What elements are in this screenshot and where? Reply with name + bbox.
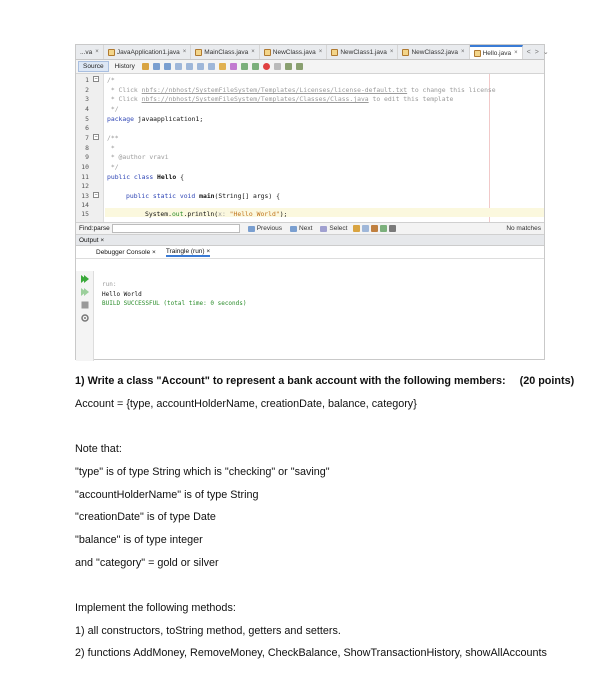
last-edit-icon[interactable] xyxy=(142,63,149,70)
code-line-5: package javaapplication1; xyxy=(107,115,204,123)
class-template-link[interactable]: nbfs://nbhost/SystemFileSystem/Templates/Classes/Class.java xyxy=(141,95,369,103)
code-line-7: /** xyxy=(107,134,119,142)
note-item: and "category" = gold or silver xyxy=(75,557,219,569)
right-margin-line xyxy=(489,74,490,222)
whole-words-icon[interactable] xyxy=(362,225,369,232)
account-definition: Account = {type, accountHolderName, creationDate, balance, category} xyxy=(75,398,417,410)
wrap-around-icon[interactable] xyxy=(389,225,396,232)
fold-collapse-icon[interactable]: − xyxy=(94,134,98,140)
output-side-toolbar xyxy=(76,271,94,361)
fold-collapse-icon[interactable]: − xyxy=(94,192,98,198)
highlight-icon[interactable] xyxy=(219,63,226,70)
find-status: No matches xyxy=(506,225,541,232)
note-item: "type" is of type String which is "checking" or "saving" xyxy=(75,466,330,478)
java-file-icon xyxy=(331,49,338,56)
tab-javaapplication1[interactable]: JavaApplication1.java × xyxy=(104,45,191,59)
stop-icon[interactable] xyxy=(81,301,89,309)
chevron-down-icon[interactable]: ⌄ xyxy=(542,49,549,56)
code-line-15: System.out.println(x: "Hello World"); xyxy=(145,210,288,218)
highlight-results-icon[interactable] xyxy=(380,225,387,232)
close-icon[interactable]: × xyxy=(318,49,323,55)
fold-collapse-icon[interactable]: − xyxy=(94,76,98,82)
points-label: (20 points) xyxy=(519,375,575,387)
tab-newclass2[interactable]: NewClass2.java × xyxy=(398,45,469,59)
find-previous-icon xyxy=(248,226,255,232)
line-number: 7 xyxy=(85,134,89,142)
code-line-2: * Click nbfs://nbhost/SystemFileSystem/Templates/Licenses/license-default.txt to change this license xyxy=(107,86,496,94)
code-line-4: */ xyxy=(107,105,119,113)
shift-right-icon[interactable] xyxy=(252,63,259,70)
note-item: "balance" is of type integer xyxy=(75,534,203,546)
console-line-build: BUILD SUCCESSFUL (total time: 0 seconds) xyxy=(102,300,247,307)
code-editor[interactable] xyxy=(76,74,544,222)
line-number: 15 xyxy=(81,210,89,218)
close-icon[interactable]: × xyxy=(461,49,465,55)
tab-traingle-run[interactable]: Traingle (run) × xyxy=(165,247,211,255)
output-window-header[interactable]: Output × xyxy=(76,235,544,246)
source-button[interactable]: Source xyxy=(78,61,109,72)
find-select-button[interactable]: Select xyxy=(320,225,347,232)
find-previous-icon[interactable] xyxy=(186,63,193,70)
back-icon[interactable] xyxy=(153,63,160,70)
uncomment-icon[interactable] xyxy=(296,63,303,70)
rerun-with-options-icon[interactable] xyxy=(81,288,89,296)
find-next-icon xyxy=(290,226,297,232)
code-line-3: * Click nbfs://nbhost/SystemFileSystem/Templates/Classes/Class.java to edit this template xyxy=(107,95,454,103)
java-file-icon xyxy=(402,49,409,56)
tab-hello[interactable]: Hello.java × xyxy=(470,45,523,59)
line-number: 9 xyxy=(85,153,89,161)
toggle-bookmark-icon[interactable] xyxy=(230,63,237,70)
stop-macro-icon[interactable] xyxy=(274,63,281,70)
find-next-button[interactable]: Next xyxy=(290,225,312,232)
regex-icon[interactable] xyxy=(371,225,378,232)
note-item: "accountHolderName" is of type String xyxy=(75,489,259,501)
question-heading: 1) Write a class "Account" to represent a bank account with the following members: (20 points) xyxy=(75,375,575,387)
rerun-icon[interactable] xyxy=(81,275,89,283)
close-icon[interactable]: × xyxy=(95,49,99,55)
code-line-9: * @author vravi xyxy=(107,153,169,161)
find-selection-icon[interactable] xyxy=(208,63,215,70)
line-number: 6 xyxy=(85,124,89,132)
code-line-1: /* xyxy=(107,76,115,84)
chevron-left-icon[interactable]: < xyxy=(526,48,531,56)
method-item: 1) all constructors, toString method, getters and setters. xyxy=(75,625,341,637)
find-label: Find: xyxy=(79,225,94,232)
find-next-icon[interactable] xyxy=(197,63,204,70)
java-file-icon xyxy=(474,50,481,57)
note-item: "creationDate" is of type Date xyxy=(75,511,216,523)
code-line-10: */ xyxy=(107,163,119,171)
select-icon xyxy=(320,226,327,232)
line-number: 11 xyxy=(81,173,89,181)
tab-truncated[interactable]: ...va × xyxy=(76,45,104,59)
record-macro-icon[interactable] xyxy=(263,63,270,70)
line-number: 13 xyxy=(81,192,89,200)
line-number: 3 xyxy=(85,95,89,103)
tab-mainclass[interactable]: MainClass.java × xyxy=(191,45,260,59)
comment-icon[interactable] xyxy=(285,63,292,70)
find-bar xyxy=(76,222,544,235)
forward-icon[interactable] xyxy=(164,63,171,70)
method-item: 2) functions AddMoney, RemoveMoney, CheckBalance, ShowTransactionHistory, showAllAccounts xyxy=(75,647,547,659)
line-number: 10 xyxy=(81,163,89,171)
close-icon[interactable]: × xyxy=(389,49,394,55)
close-icon[interactable]: × xyxy=(514,50,518,56)
tab-navigation xyxy=(523,45,553,59)
settings-icon[interactable] xyxy=(81,314,89,322)
tab-newclass[interactable]: NewClass.java × xyxy=(260,45,328,59)
console-line-hello: Hello World xyxy=(102,290,142,298)
java-file-icon xyxy=(264,49,271,56)
ide-screenshot xyxy=(75,44,549,360)
find-input-value[interactable]: parse xyxy=(93,225,110,232)
console-line-run: run: xyxy=(102,281,117,288)
find-input[interactable] xyxy=(112,224,240,233)
close-icon[interactable]: × xyxy=(182,49,187,55)
editor-toolbar xyxy=(76,60,544,74)
line-number: 5 xyxy=(85,115,89,123)
license-template-link[interactable]: nbfs://nbhost/SystemFileSystem/Templates/Licenses/license-default.txt xyxy=(141,86,408,94)
find-previous-button[interactable]: Previous xyxy=(248,225,282,232)
line-number: 14 xyxy=(81,201,89,209)
line-number: 4 xyxy=(85,105,89,113)
line-number: 2 xyxy=(85,86,89,94)
note-title: Note that: xyxy=(75,443,122,455)
match-case-icon[interactable] xyxy=(353,225,360,232)
tab-newclass1[interactable]: NewClass1.java × xyxy=(327,45,398,59)
code-line-13: public static void main(String[] args) { xyxy=(126,192,280,200)
line-number: 1 xyxy=(85,76,89,84)
java-file-icon xyxy=(195,49,202,56)
history-button[interactable]: History xyxy=(114,63,135,70)
output-tabs xyxy=(76,246,544,259)
tab-debugger-console[interactable]: Debugger Console × xyxy=(96,248,156,256)
shift-left-icon[interactable] xyxy=(241,63,248,70)
java-file-icon xyxy=(108,49,115,56)
code-line-11: public class Hello { xyxy=(107,173,184,181)
find-icon[interactable] xyxy=(175,63,182,70)
console-output xyxy=(102,280,247,309)
implement-title: Implement the following methods: xyxy=(75,602,236,614)
chevron-right-icon[interactable]: > xyxy=(534,48,539,56)
close-icon[interactable]: × xyxy=(251,49,255,55)
code-line-8: * xyxy=(107,144,115,152)
editor-tab-bar xyxy=(76,45,549,60)
line-number: 8 xyxy=(85,144,89,152)
line-number: 12 xyxy=(81,182,89,190)
